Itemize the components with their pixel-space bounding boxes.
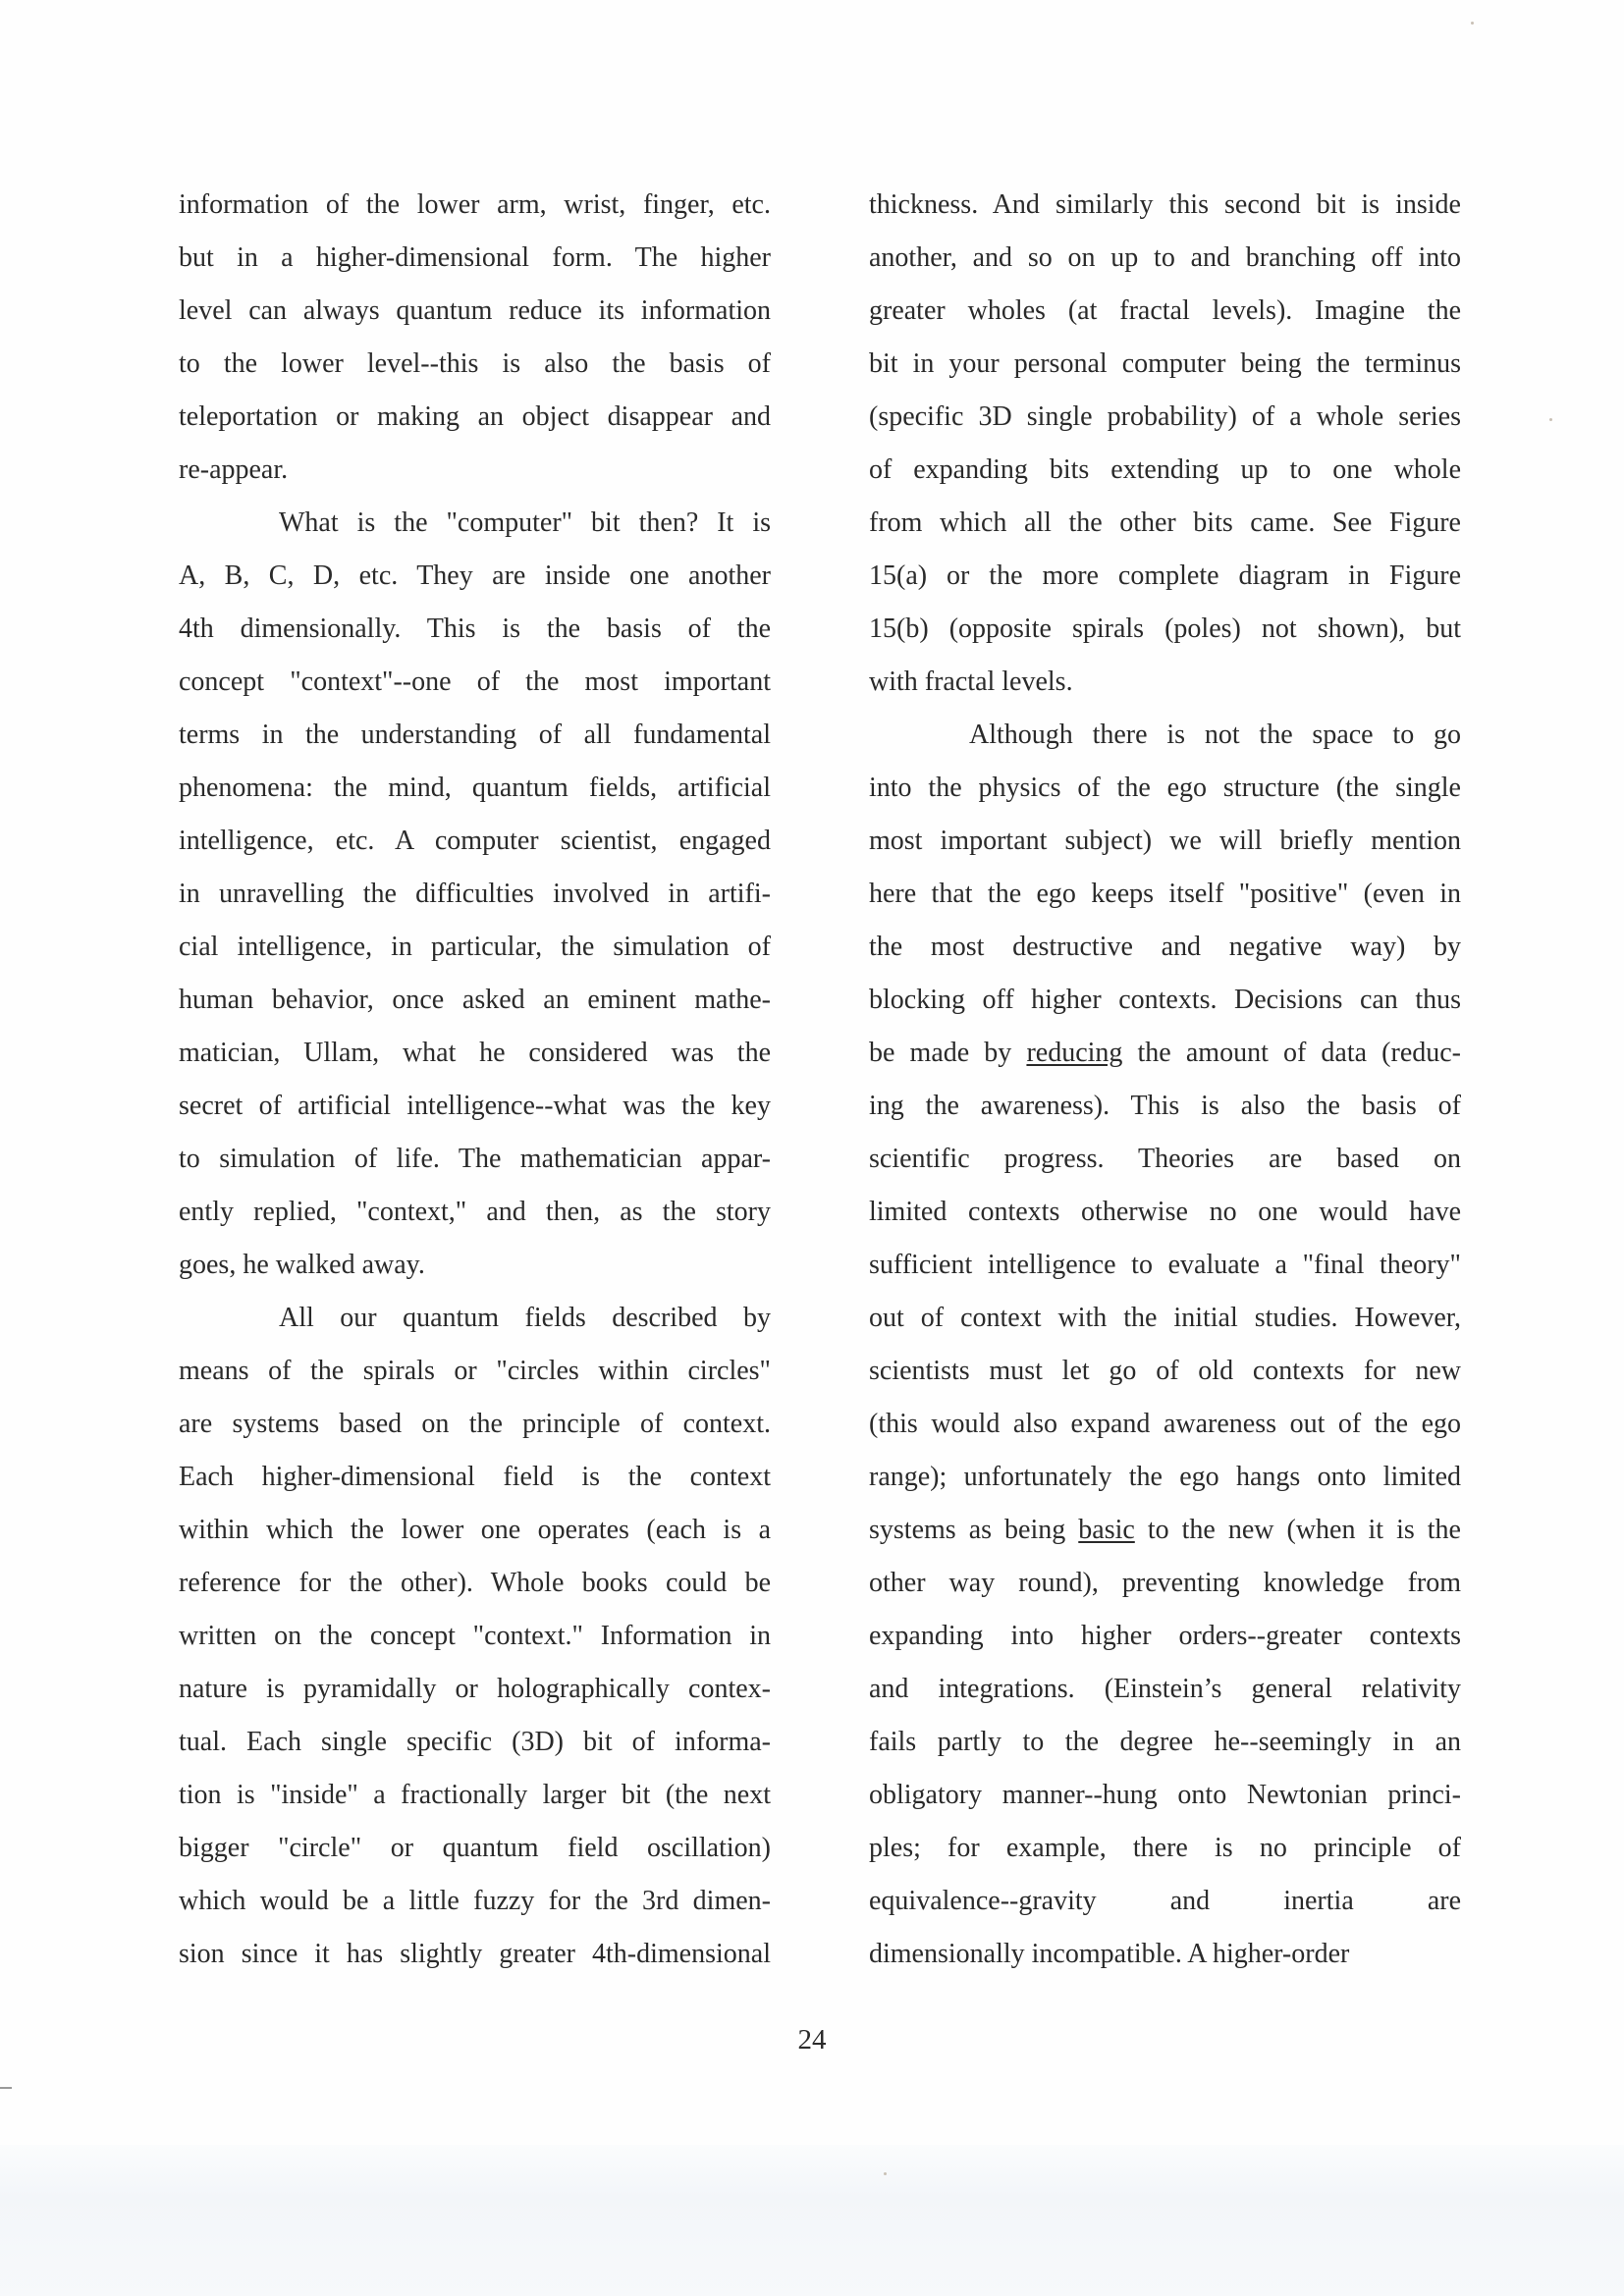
- text-line: range); unfortunately the ego hangs onto limited: [869, 1462, 1461, 1492]
- text-line: within which the lower one operates (each is a: [179, 1515, 771, 1545]
- text-line: expanding into higher orders--greater contexts: [869, 1621, 1461, 1651]
- text-line: What is the "computer" bit then? It is: [279, 507, 771, 538]
- text-line: (specific 3D single probability) of a whole series: [869, 401, 1461, 432]
- right-column: [869, 179, 1461, 1981]
- text-line: A, B, C, D, etc. They are inside one another: [179, 561, 771, 591]
- text-line: ples; for example, there is no principle of: [869, 1833, 1461, 1863]
- text-line: concept "context"--one of the most important: [179, 667, 771, 697]
- text-line: out of context with the initial studies. However,: [869, 1303, 1461, 1333]
- text-line: tual. Each single specific (3D) bit of informa-: [179, 1727, 771, 1757]
- text-line: thickness. And similarly this second bit is inside: [869, 189, 1461, 220]
- text-line: sion since it has slightly greater 4th-dimensional: [179, 1939, 771, 1969]
- text-line: scientific progress. Theories are based on: [869, 1144, 1461, 1174]
- left-column: [179, 179, 771, 1981]
- text-line: nature is pyramidally or holographically contex-: [179, 1674, 771, 1704]
- text-line: Although there is not the space to go: [969, 720, 1461, 750]
- scan-speck: [1471, 22, 1474, 25]
- text-line: secret of artificial intelligence--what was the key: [179, 1091, 771, 1121]
- text-line: re-appear.: [179, 454, 289, 485]
- text-line: another, and so on up to and branching off into: [869, 242, 1461, 273]
- text-line: here that the ego keeps itself "positive" (even in: [869, 879, 1461, 909]
- text-line: ently replied, "context," and then, as the story: [179, 1197, 771, 1227]
- text-line: but in a higher-dimensional form. The higher: [179, 242, 771, 273]
- text-line: All our quantum fields described by: [279, 1303, 771, 1333]
- text-line: most important subject) we will briefly mention: [869, 826, 1461, 856]
- text-line: of expanding bits extending up to one whole: [869, 454, 1461, 485]
- text-line: to simulation of life. The mathematician appar-: [179, 1144, 771, 1174]
- text-line: terms in the understanding of all fundamental: [179, 720, 771, 750]
- text-segment: the amount of data (reduc-: [1122, 1038, 1462, 1068]
- text-line: blocking off higher contexts. Decisions can thus: [869, 985, 1461, 1015]
- text-line: human behavior, once asked an eminent mathe-: [179, 985, 771, 1015]
- text-line: greater wholes (at fractal levels). Imagine the: [869, 295, 1461, 326]
- text-segment: to the new (when it is the: [1134, 1515, 1461, 1545]
- text-line: fails partly to the degree he--seemingly in an: [869, 1727, 1461, 1757]
- text-line: reference for the other). Whole books could be: [179, 1568, 771, 1598]
- text-line: which would be a little fuzzy for the 3rd dimen-: [179, 1886, 771, 1916]
- text-line: equivalence--gravity and inertia are: [869, 1886, 1461, 1916]
- scan-speck: [884, 2172, 887, 2175]
- text-line: in unravelling the difficulties involved in artifi-: [179, 879, 771, 909]
- text-line: ing the awareness). This is also the basis of: [869, 1091, 1461, 1121]
- text-line: teleportation or making an object disappear and: [179, 401, 771, 432]
- text-line: other way round), preventing knowledge from: [869, 1568, 1461, 1598]
- text-line: are systems based on the principle of context.: [179, 1409, 771, 1439]
- text-line: phenomena: the mind, quantum fields, artificial: [179, 773, 771, 803]
- text-line: (this would also expand awareness out of the ego: [869, 1409, 1461, 1439]
- text-line: [869, 1027, 1461, 1080]
- text-segment: systems as being: [869, 1515, 1079, 1545]
- text-line: bit in your personal computer being the terminus: [869, 348, 1461, 379]
- scan-shading: [0, 2145, 1624, 2296]
- text-line: the most destructive and negative way) by: [869, 932, 1461, 962]
- text-line: to the lower level--this is also the basis of: [179, 348, 771, 379]
- text-line: cial intelligence, in particular, the simulation of: [179, 932, 771, 962]
- text-line: written on the concept "context." Information in: [179, 1621, 771, 1651]
- text-line: Each higher-dimensional field is the context: [179, 1462, 771, 1492]
- text-line: information of the lower arm, wrist, finger, etc.: [179, 189, 771, 220]
- text-line: intelligence, etc. A computer scientist, engaged: [179, 826, 771, 856]
- text-line: sufficient intelligence to evaluate a "final theory": [869, 1250, 1461, 1280]
- text-segment: be made by: [869, 1038, 1027, 1068]
- text-line: obligatory manner--hung onto Newtonian princi-: [869, 1780, 1461, 1810]
- underlined-word: reducing: [1026, 1038, 1123, 1068]
- scan-artifact-mark: [0, 2087, 12, 2089]
- scan-speck: [1549, 418, 1552, 421]
- text-line: 15(a) or the more complete diagram in Figure: [869, 561, 1461, 591]
- text-line: [869, 1504, 1461, 1557]
- text-line: matician, Ullam, what he considered was the: [179, 1038, 771, 1068]
- text-line: 15(b) (opposite spirals (poles) not shown), but: [869, 614, 1461, 644]
- text-line: level can always quantum reduce its information: [179, 295, 771, 326]
- page-number: 24: [797, 2024, 827, 2056]
- text-line: with fractal levels.: [869, 667, 1073, 697]
- text-line: tion is "inside" a fractionally larger bit (the next: [179, 1780, 771, 1810]
- text-line: means of the spirals or "circles within circles": [179, 1356, 771, 1386]
- underlined-word: basic: [1078, 1515, 1135, 1545]
- text-line: 4th dimensionally. This is the basis of the: [179, 614, 771, 644]
- text-line: into the physics of the ego structure (the single: [869, 773, 1461, 803]
- text-line: scientists must let go of old contexts for new: [869, 1356, 1461, 1386]
- text-line: and integrations. (Einstein’s general relativity: [869, 1674, 1461, 1704]
- text-line: limited contexts otherwise no one would have: [869, 1197, 1461, 1227]
- text-line: goes, he walked away.: [179, 1250, 425, 1280]
- text-line: from which all the other bits came. See Figure: [869, 507, 1461, 538]
- text-line: dimensionally incompatible. A higher-order: [869, 1939, 1350, 1969]
- text-line: bigger "circle" or quantum field oscillation): [179, 1833, 771, 1863]
